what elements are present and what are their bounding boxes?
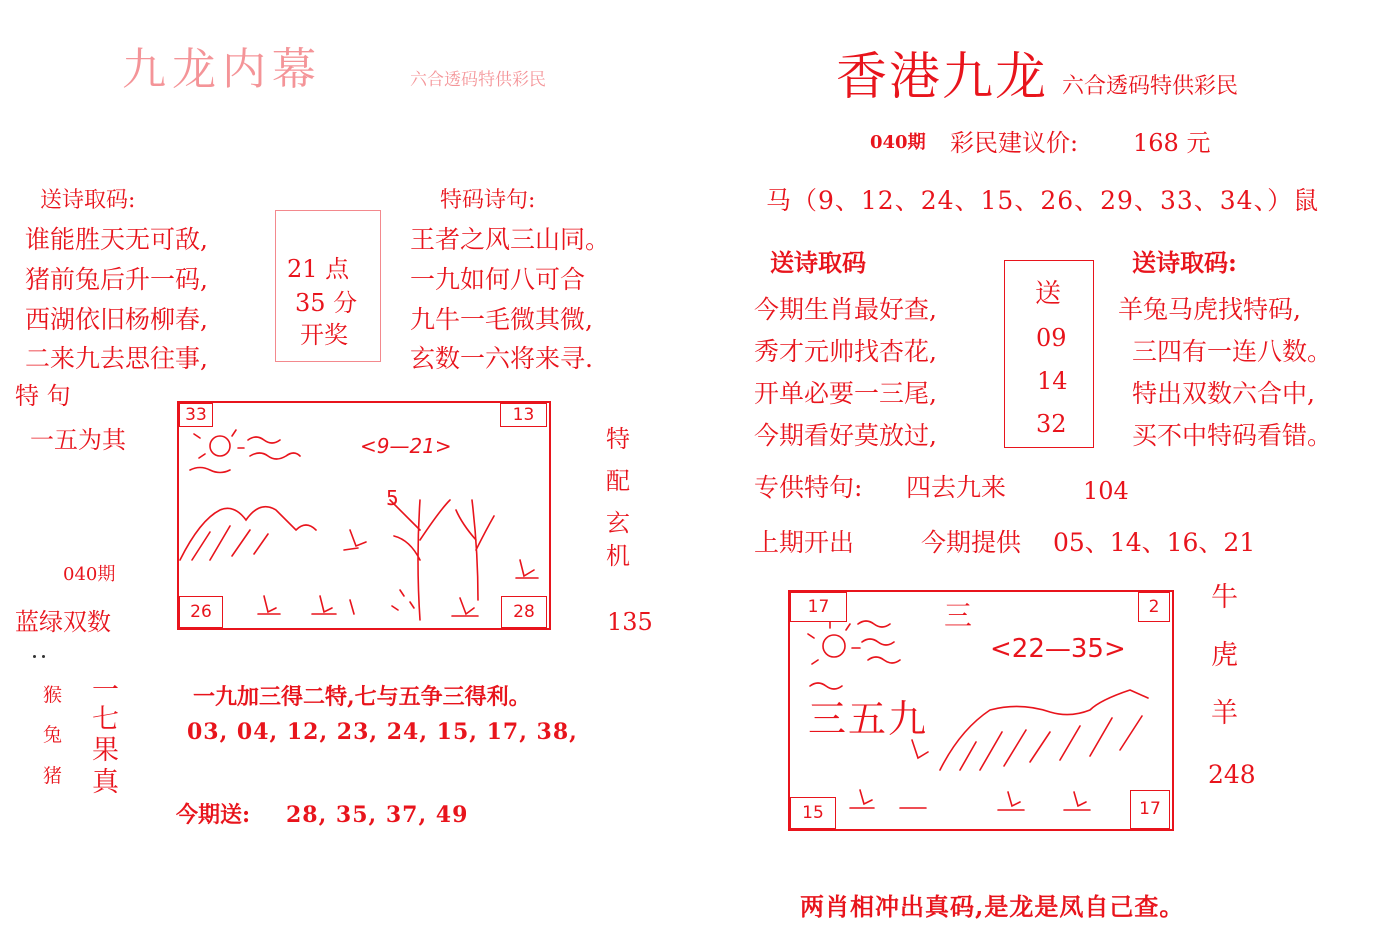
- right-corner-bl: 15: [790, 797, 836, 829]
- left-side-number: 135: [607, 608, 653, 636]
- send-number: 32: [1036, 410, 1067, 438]
- right-corner-tl: 17: [790, 592, 847, 622]
- zodiac-item: 羊: [1211, 698, 1238, 729]
- poem-line: 今期看好莫放过,: [754, 421, 937, 450]
- left-poem-line: 二来九去思往事,: [25, 344, 208, 373]
- poem-line: 三四有一连八数。: [1132, 337, 1333, 366]
- left-hint: 一九加三得二特,七与五争三得利。: [193, 684, 531, 710]
- zodiac-item: 猴: [43, 684, 63, 706]
- zodiac-item: 兔: [43, 724, 63, 746]
- left-corner-br: 28: [501, 596, 547, 628]
- te-ju-text: 一五为其: [30, 426, 126, 454]
- special-heading: 特码诗句:: [440, 188, 536, 213]
- right-title: 香港九龙: [836, 48, 1049, 107]
- provide-numbers: 05、14、16、21: [1053, 528, 1256, 557]
- draw-time-hour: 21 点: [287, 255, 350, 283]
- left-poem-heading: 送诗取码:: [40, 188, 136, 213]
- range-line: 马（9、12、24、15、26、29、33、34、）鼠: [766, 186, 1320, 215]
- te-ju-label: 特 句: [15, 382, 71, 410]
- phrase-char: 真: [92, 767, 119, 798]
- right-pic-text: 三五九: [808, 697, 929, 741]
- right-corner-tr: 2: [1138, 592, 1170, 622]
- right-poem-heading-left: 送诗取码: [770, 248, 866, 277]
- side-char: 配: [606, 467, 630, 495]
- side-char: 特: [606, 425, 630, 453]
- zodiac-item: 牛: [1211, 582, 1238, 613]
- special-line: 王者之风三山同。: [410, 225, 611, 254]
- poem-line: 秀才元帅找杏花,: [754, 337, 937, 366]
- provide-label: 今期提供: [921, 528, 1022, 557]
- last-draw-label: 上期开出: [754, 528, 855, 557]
- poem-line: 羊兔马虎找特码,: [1118, 295, 1301, 324]
- left-poem-line: 猪前兔后升一码,: [25, 265, 208, 294]
- special-sentence-text: 四去九来: [906, 473, 1007, 502]
- special-sentence-number: 104: [1083, 477, 1129, 505]
- zodiac-item: 猪: [43, 765, 63, 787]
- left-issue: 040期: [63, 564, 116, 585]
- right-side-number: 248: [1208, 760, 1256, 789]
- right-pic-top-text: 三: [944, 599, 973, 632]
- price-value: 168 元: [1133, 129, 1211, 157]
- price-label: 彩民建议价:: [950, 129, 1079, 157]
- gift-numbers: 28, 35, 37, 49: [286, 802, 469, 828]
- left-pic-digit: 5: [386, 486, 399, 510]
- right-pic-range: <22—35>: [990, 634, 1126, 664]
- right-issue: 040期: [870, 132, 926, 153]
- gift-label: 今期送:: [176, 802, 251, 828]
- draw-time-minute: 35 分: [295, 289, 358, 317]
- phrase-char: 一: [92, 675, 119, 706]
- special-line: 一九如何八可合: [410, 265, 586, 294]
- poem-line: 买不中特码看错。: [1132, 421, 1333, 450]
- left-title: 九龙内幕: [122, 44, 322, 95]
- special-sentence-label: 专供特句:: [754, 473, 863, 502]
- right-footer: 两肖相冲出真码,是龙是凤自己查。: [800, 892, 1185, 921]
- left-poem-line: 西湖依旧杨柳春,: [25, 305, 208, 334]
- left-corner-tl: 33: [179, 403, 213, 427]
- send-number: 09: [1036, 324, 1067, 352]
- send-number: 14: [1037, 367, 1068, 395]
- poem-line: 特出双数六合中,: [1132, 379, 1315, 408]
- color-label: 蓝绿双数: [15, 608, 111, 636]
- left-title-suffix: 六合透码特供彩民: [410, 70, 546, 90]
- left-pic-range: <9—21>: [360, 434, 452, 458]
- right-corner-br: 17: [1130, 790, 1170, 829]
- right-poem-heading-right: 送诗取码:: [1132, 248, 1237, 277]
- phrase-char: 七: [92, 704, 119, 735]
- left-corner-bl: 26: [179, 596, 223, 628]
- left-numbers: 03, 04, 12, 23, 24, 15, 17, 38,: [187, 719, 578, 745]
- side-char: 机: [606, 542, 630, 570]
- zodiac-item: 虎: [1211, 640, 1238, 671]
- phrase-char: 果: [92, 735, 119, 766]
- special-line: 九牛一毛微其微,: [410, 305, 593, 334]
- side-char: 玄: [606, 509, 630, 537]
- left-poem-line: 谁能胜天无可敌,: [25, 225, 208, 254]
- draw-time-label: 开奖: [300, 321, 348, 349]
- left-corner-tr: 13: [500, 403, 547, 427]
- poem-line: 今期生肖最好查,: [754, 295, 937, 324]
- special-line: 玄数一六将来寻.: [410, 344, 593, 373]
- right-title-suffix: 六合透码特供彩民: [1062, 74, 1239, 99]
- send-label: 送: [1035, 279, 1062, 309]
- poem-line: 开单必要一三尾,: [754, 379, 937, 408]
